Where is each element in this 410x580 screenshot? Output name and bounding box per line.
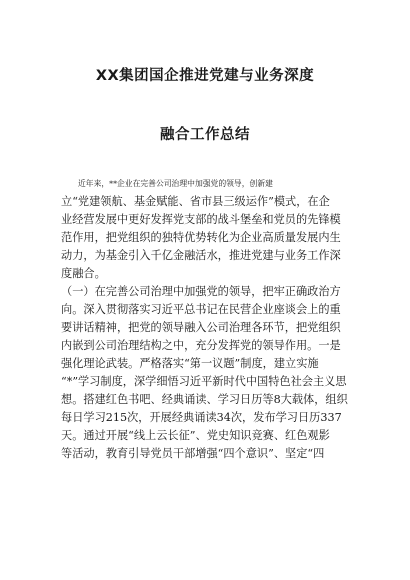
body-line-5: 动力，为基金引入千亿金融活水，推进党建与业务工作深 (61, 249, 341, 262)
body-line-1: 近年来，**企业在完善公司治理中加强党的领导，创新建 (78, 179, 273, 188)
body-line-4: 范作用，把党组织的独特优势转化为企业高质量发展内生 (61, 231, 341, 244)
document-title-line2: 融合工作总结 (160, 127, 250, 143)
body-line-13: 想。搭建红色书吧、经典诵读、学习日历等8大载体，组织 (61, 393, 348, 406)
body-line-12: “*”学习制度，深学细悟习近平新时代中国特色社会主义思 (61, 375, 347, 388)
body-line-3: 业经营发展中更好发挥党支部的战斗堡垒和党员的先锋模 (61, 213, 341, 226)
document-title-line1: XX集团国企推进党建与业务深度 (95, 68, 315, 84)
body-line-2: 立“党建领航、基金赋能、省市县三级运作”模式，在企 (61, 195, 330, 208)
body-line-9: 要讲话精神，把党的领导融入公司治理各环节，把党组织 (61, 321, 341, 334)
body-line-14: 每日学习215次，开展经典诵读34次，发布学习日历337 (61, 411, 342, 424)
body-line-11: 强化理论武装。严格落实“第一议题”制度，建立实施 (61, 357, 319, 370)
body-line-8: 向。深入贯彻落实习近平总书记在民营企业座谈会上的重 (61, 303, 341, 316)
body-line-16: 等活动，教育引导党员干部增强“四个意识”、坚定“四 (61, 447, 325, 460)
body-line-6: 度融合。 (61, 267, 106, 280)
section-heading-line: （一）在完善公司治理中加强党的领导，把牢正确政治方 (61, 285, 341, 298)
body-line-15: 天。通过开展“线上云长征”、党史知识竞赛、红色观影 (61, 429, 330, 442)
body-line-10: 内嵌到公司治理结构之中，充分发挥党的领导作用。一是 (61, 339, 341, 352)
